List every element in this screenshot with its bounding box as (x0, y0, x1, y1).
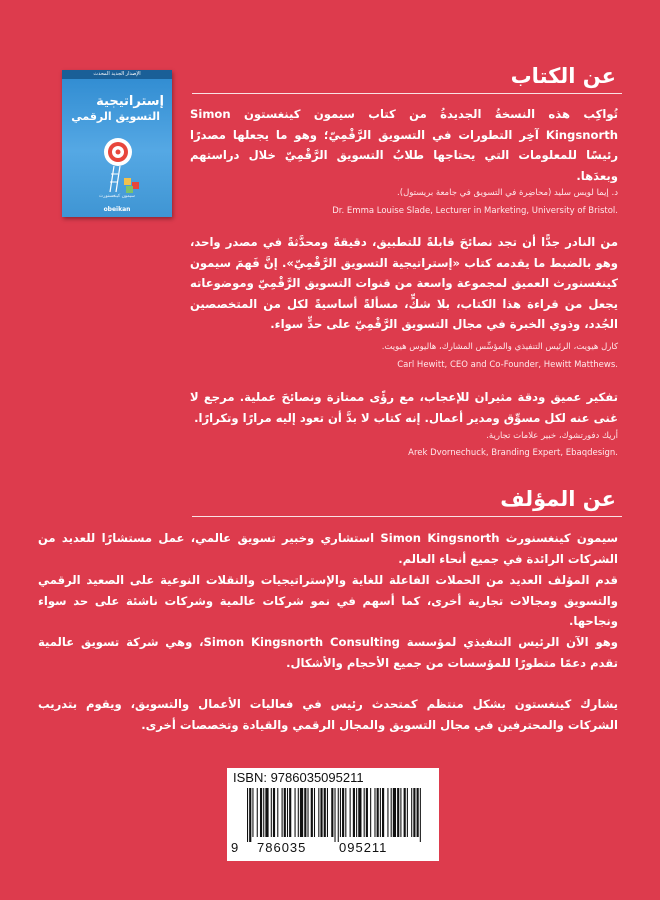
barcode-bar (331, 788, 333, 837)
about-book-heading: عن الكتاب (510, 64, 616, 88)
about-book-paragraph-3: تفكير عميق ودقة مثيران للإعجاب، مع رؤًى ممتازة ونصائحَ عملية. مرجع لا غنى عنه لكل مسوِّق ومدير أعمال. إنه كتاب لا بدَّ أن تعود إليه مرارًا وتكرارًا. (190, 390, 618, 425)
barcode-bar (387, 788, 388, 837)
barcode-bar (327, 788, 328, 837)
barcode-bar (263, 788, 264, 837)
barcode-bar (252, 788, 253, 837)
barcode-digits-right: 095211 (339, 840, 388, 855)
cover-title-line1: إستراتيجية (96, 94, 164, 109)
about-author-divider (192, 516, 622, 517)
isbn-barcode (227, 768, 439, 861)
barcode-digits-left: 786035 (257, 840, 307, 855)
barcode-bar (249, 788, 251, 842)
barcode-bar (400, 788, 401, 837)
barcode-digit-first: 9 (231, 840, 240, 855)
barcode-bar (413, 788, 415, 837)
cover-banner: الإصدار الجديد المحدث (62, 70, 172, 79)
barcode-bar (314, 788, 315, 837)
barcode-bar (407, 788, 408, 837)
barcode-bar (265, 788, 268, 837)
barcode-bar (257, 788, 258, 837)
barcode-bar (366, 788, 368, 837)
cover-author: سيمون كينغسنورث (99, 194, 135, 199)
about-author-paragraph-2: قدم المؤلف العديد من الحملات الفاعلة للغاية والإستراتيجيات والنقلات النوعية على الصعيد الرقمي والتسويق ومجالات تجارية أخرى، كما أسهم في نمو شركات عالمية وشركات ناشئة على حد سواء ونجاحها. (38, 573, 618, 628)
about-author-paragraph-3: وهو الآن الرئيس التنفيذي لمؤسسة Simon Kingsnorth Consulting، وهي شركة تسويق عالمية تقدم دعمًا متطورًا للمؤسسات من جميع الأحجام والأشكال. (38, 635, 619, 670)
barcode-bar (393, 788, 396, 837)
barcode-bar (356, 788, 357, 837)
barcode-bar (318, 788, 319, 837)
barcode-bars (247, 788, 427, 842)
attribution-3-english: Arek Dvornechuck, Branding Expert, Ebaqdesign. (408, 448, 618, 458)
barcode-bar (298, 788, 299, 837)
barcode-bar (345, 788, 346, 837)
barcode-bar (374, 788, 375, 837)
barcode-bar (334, 788, 335, 842)
cover-title-line2: التسويق الرقمي (71, 110, 160, 123)
about-author-paragraph-1: سيمون كينغسنورث Simon Kingsnorth استشاري وخبير تسويق عالمي، عمل مستشارًا للعديد من الشركات الرائدة في جميع أنحاء العالم. (38, 531, 618, 566)
barcode-bar (420, 788, 421, 842)
about-book-divider (192, 93, 622, 94)
barcode-bar (358, 788, 361, 837)
attribution-2-arabic: كارل هيويت، الرئيس التنفيذي والمؤسِّس المشارك، هاليوس هيويت. (381, 342, 618, 352)
barcode-bar (295, 788, 296, 837)
publisher-logo: obeikan (103, 206, 131, 213)
book-cover-image (62, 70, 172, 217)
barcode-bar (304, 788, 306, 837)
barcode-bar (391, 788, 392, 837)
isbn-label: ISBN: 9786035095211 (233, 770, 364, 785)
barcode-bar (340, 788, 341, 837)
barcode-bar (380, 788, 381, 837)
barcode-bar (324, 788, 326, 837)
barcode-bar (397, 788, 399, 837)
barcode-bar (282, 788, 283, 837)
barcode-bar (320, 788, 322, 837)
barcode-bar (271, 788, 272, 837)
about-book-paragraph-2: من النادر جدًّا أن تجد نصائحَ قابلةً للتطبيق، دقيقةً ومحدَّثةً في مصدر واحد، وهو بالضبط ما يقدمه كتاب «إستراتيجية التسويق الرَّقْمِيّ». إنَّ فَهمَ سيمون كينغسنورث العميق لمجموعة واسعة من قنوات التسويق الرَّقْمِيّ وموضوعاته يجعل من قراءة هذا الكتاب، بلا شكٍّ، مسألةً أساسيةً لكل من المتخصصين الجُدد، وذوي الخبرة في مجال التسويق الرَّقْمِيّ على حدٍّ سواء. (190, 235, 618, 331)
about-author-paragraph-4: يشارك كينغستون بشكل منتظم كمتحدث رئيس في فعاليات الأعمال والتسويق، ويقوم بتدريب الشركات والمحترفين في مجال التسويق والمجال الرقمي والقيادة وتخصصات أخرى. (38, 697, 618, 732)
barcode-bar (284, 788, 286, 837)
about-book-paragraph-1: تُواكِب هذه النسخةُ الجديدةُ من كتاب سيمون كينغستون Simon Kingsnorth آخِر التطورات في التسويق الرَّقْمِيّ؛ وهو ما يجعلها مصدرًا رئيسًا للمعلومات التي يحتاجها طلابُ التسويق الرَّقْمِيّ خلال دراستهم وبعدَها. (190, 107, 618, 183)
barcode-bar (300, 788, 303, 837)
barcode-bar (311, 788, 313, 837)
barcode-bar (370, 788, 371, 837)
barcode-bar (417, 788, 419, 837)
barcode-bar (404, 788, 406, 837)
barcode-bar (350, 788, 351, 837)
barcode-bar (353, 788, 355, 837)
attribution-1-arabic: د. إيما لويس سليد (محاضِرة في التسويق في جامعة بريستول). (397, 188, 618, 198)
barcode-bar (273, 788, 275, 837)
barcode-bar (247, 788, 248, 842)
barcode-bar (342, 788, 344, 837)
barcode-bar (277, 788, 278, 837)
barcode-bar (338, 788, 339, 842)
barcode-bar (307, 788, 308, 837)
attribution-3-arabic: أريك دفورتشوك، خبير علامات تجارية. (486, 431, 618, 441)
barcode-bar (260, 788, 262, 837)
about-author-heading: عن المؤلف (500, 487, 616, 511)
attribution-1-english: Dr. Emma Louise Slade, Lecturer in Marketing, University of Bristol. (332, 206, 618, 216)
barcode-bar (287, 788, 288, 837)
barcode-bar (289, 788, 291, 837)
attribution-2-english: Carl Hewitt, CEO and Co-Founder, Hewitt Matthews. (397, 360, 618, 370)
barcode-bar (382, 788, 384, 837)
barcode-bar (411, 788, 412, 837)
barcode-bar (364, 788, 365, 837)
barcode-bar (377, 788, 379, 837)
